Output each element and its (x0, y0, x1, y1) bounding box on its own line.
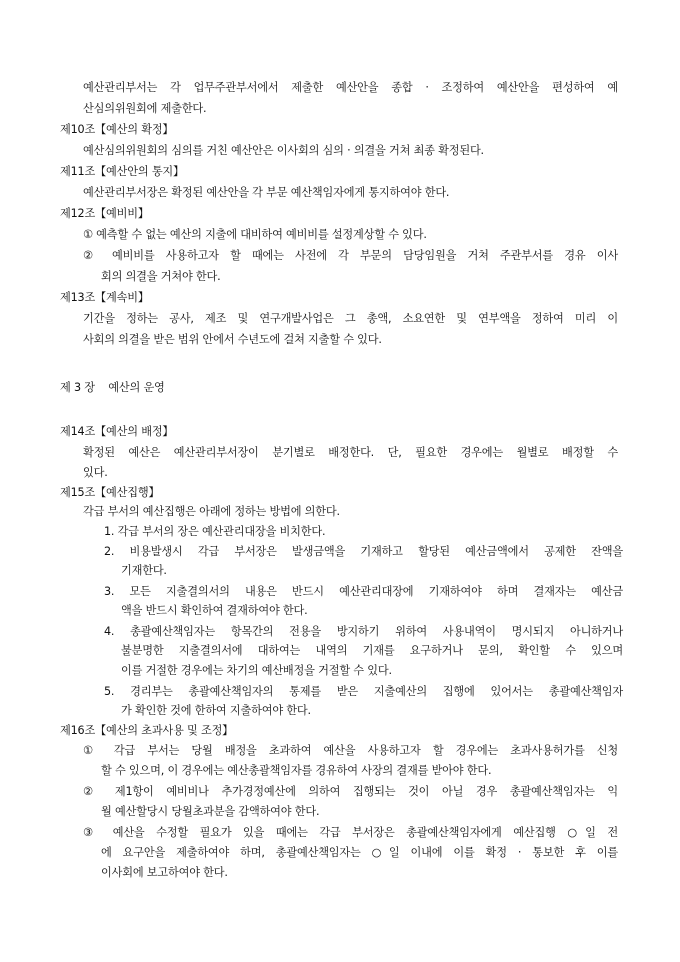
article-12-paragraph-2-line-2: 회의 의결을 거쳐야 한다. (101, 270, 221, 283)
article-13-text-line-1: 기간을 정하는 공사, 제조 및 연구개발사업은 그 총액, 소요연한 및 연부액을 정하여 미리 이 (83, 312, 618, 325)
article-15-intro: 각급 부서의 예산집행은 아래에 정하는 방법에 의한다. (83, 505, 340, 518)
article-15-item-2-line-1: 2. 비용발생시 각급 부서장은 발생금액을 기재하고 할당된 예산금액에서 공제한 잔액을 (104, 545, 623, 558)
article-15-item-3-line-1: 3. 모든 지출결의서의 내용은 반드시 예산관리대장에 기재하여야 하며 결재자는 예산금 (104, 585, 623, 598)
article-15-item-5-line-2: 가 확인한 것에 한하여 지출하여야 한다. (121, 704, 311, 717)
article-15-title: 제15조【예산집행】 (60, 486, 160, 499)
article-9-text-line-2: 산심의위원회에 제출한다. (83, 102, 207, 115)
article-16-paragraph-1-line-2: 할 수 있으며, 이 경우에는 예산총괄책임자를 경유하여 사장의 결재를 받아야 한다. (101, 764, 492, 777)
article-10-title: 제10조【예산의 확정】 (60, 123, 174, 136)
article-14-title: 제14조【예산의 배정】 (60, 425, 174, 438)
article-9-text-line-1: 예산관리부서는 각 업무주관부서에서 제출한 예산안을 종합 · 조정하여 예산안을 편성하여 예 (83, 81, 618, 94)
article-15-item-4-line-2: 불분명한 지출결의서에 대하여는 내역의 기재를 요구하거나 문의, 확인할 수 있으며 (121, 644, 623, 657)
article-16-paragraph-3-line-2: 에 요구안을 제출하여야 하며, 총괄예산책임자는 ○일 이내에 이를 확정 · 통보한 후 이를 (101, 846, 618, 859)
article-12-paragraph-1: ① 예측할 수 없는 예산의 지출에 대비하여 예비비를 설정계상할 수 있다. (83, 228, 427, 241)
article-15-item-1: 1. 각급 부서의 장은 예산관리대장을 비치한다. (104, 525, 326, 538)
article-16-paragraph-2-line-1: ② 제1항이 예비비나 추가경정예산에 의하여 집행되는 것이 아닐 경우 총괄예산책임자는 익 (83, 785, 618, 798)
article-14-text-line-1: 확정된 예산은 예산관리부서장이 분기별로 배정한다. 단, 필요한 경우에는 월별로 배정할 수 (83, 446, 618, 459)
article-16-paragraph-3-line-1: ③ 예산을 수정할 필요가 있을 때에는 각급 부서장은 총괄예산책임자에게 예산집행 ○일 전 (83, 826, 618, 839)
article-14-text-line-2: 있다. (83, 466, 108, 479)
article-13-text-line-2: 사회의 의결을 받은 범위 안에서 수년도에 걸쳐 지출할 수 있다. (83, 333, 382, 346)
article-15-item-4-line-3: 이를 거절한 경우에는 차기의 예산배정을 거절할 수 있다. (121, 664, 392, 677)
article-13-title: 제13조【계속비】 (60, 291, 149, 304)
article-16-paragraph-2-line-2: 월 예산할당시 당월초과분을 감액하여야 한다. (101, 805, 320, 818)
chapter-3-heading: 제 3 장 예산의 운영 (60, 381, 165, 394)
article-10-text: 예산심의위원회의 심의를 거친 예산안은 이사회의 심의 · 의결을 거쳐 최종 확정된다. (83, 144, 484, 157)
article-16-paragraph-3-line-3: 이사회에 보고하여야 한다. (101, 866, 228, 879)
article-12-paragraph-2-line-1: ② 예비비를 사용하고자 할 때에는 사전에 각 부문의 담당임원을 거쳐 주관부서를 경유 이사 (83, 249, 618, 262)
article-11-text: 예산관리부서장은 확정된 예산안을 각 부문 예산책임자에게 통지하여야 한다. (83, 186, 450, 199)
article-11-title: 제11조【예산안의 통지】 (60, 165, 185, 178)
article-15-item-2-line-2: 기재한다. (121, 564, 167, 577)
article-15-item-4-line-1: 4. 총괄예산책임자는 항목간의 전용을 방지하기 위하여 사용내역이 명시되지 아니하거나 (104, 625, 623, 638)
article-15-item-3-line-2: 액을 반드시 확인하여 결재하여야 한다. (121, 604, 308, 617)
article-16-paragraph-1-line-1: ① 각급 부서는 당월 배정을 초과하여 예산을 사용하고자 할 경우에는 초과사용허가를 신청 (83, 744, 618, 757)
article-15-item-5-line-1: 5. 경리부는 총괄예산책임자의 통제를 받은 지출예산의 집행에 있어서는 총괄예산책임자 (104, 685, 623, 698)
article-16-title: 제16조【예산의 초과사용 및 조정】 (60, 724, 234, 737)
article-12-title: 제12조【예비비】 (60, 207, 149, 220)
